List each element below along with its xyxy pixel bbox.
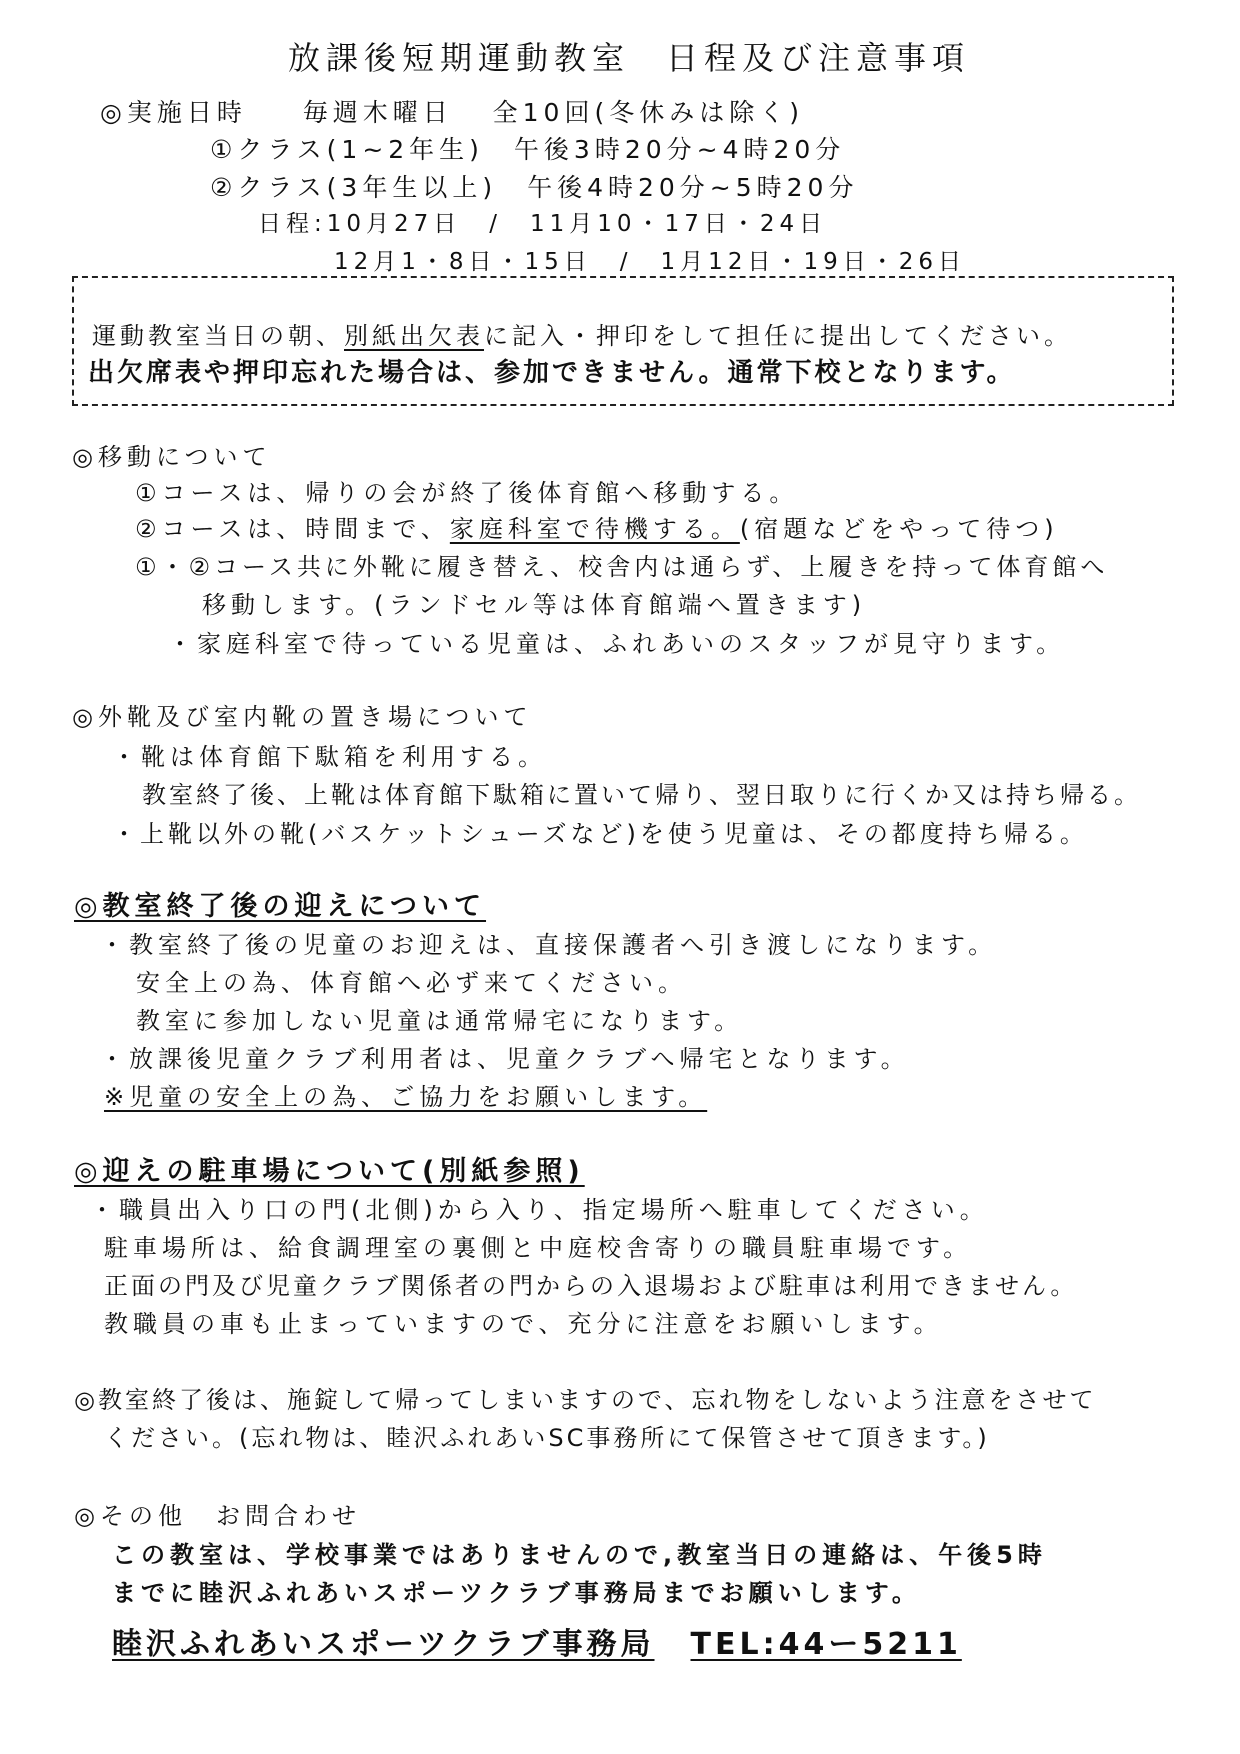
contact-footer (112, 1627, 962, 1662)
contact-text: までに睦沢ふれあいスポーツクラブ事務局までお願いします。 (112, 1579, 921, 1607)
pickup-item: 安全上の為、体育館へ必ず来てください。 (136, 969, 687, 997)
shoes-item: ・上靴以外の靴(バスケットシューズなど)を使う児童は、その都度持ち帰る。 (112, 820, 1088, 848)
shoes-item: ・靴は体育館下駄箱を利用する。 (112, 743, 547, 771)
contact-text: この教室は、学校事業ではありませんので,教室当日の連絡は、午後5時 (112, 1541, 1047, 1569)
lost-items-line: ください。(忘れ物は、睦沢ふれあいSC事務所にて保管させて頂きます。) (104, 1424, 990, 1452)
pickup-item: ・放課後児童クラブ利用者は、児童クラブへ帰宅となります。 (100, 1045, 910, 1073)
movement-item: ①・②コース共に外靴に履き替え、校舎内は通らず、上履きを持って体育館へ (135, 553, 1109, 581)
class2-time: ②クラス(3年生以上) 午後4時20分~5時20分 (210, 173, 859, 202)
pickup-item: 教室に参加しない児童は通常帰宅になります。 (136, 1007, 744, 1035)
shoes-heading: ◎外靴及び室内靴の置き場について (72, 703, 533, 731)
title-main: 放課後短期運動教室 (288, 39, 631, 77)
movement-text: (宿題などをやって待つ) (739, 515, 1059, 543)
parking-heading: ◎迎えの駐車場について(別紙参照) (74, 1156, 585, 1187)
contact-phone: TEL:44ー5211 (690, 1627, 962, 1662)
schedule-dates-1: 日程:10月27日 / 11月10・17日・24日 (258, 211, 828, 237)
pickup-heading: ◎教室終了後の迎えについて (74, 891, 487, 922)
schedule-label: ◎実施日時 (100, 98, 247, 127)
movement-item: ・家庭科室で待っている児童は、ふれあいのスタッフが見守ります。 (168, 630, 1066, 658)
notice-box (72, 276, 1174, 406)
notice-line-2: 出欠席表や押印忘れた場合は、参加できません。通常下校となります。 (88, 358, 1016, 388)
movement-item (135, 517, 1059, 541)
movement-text: ②コースは、時間まで、 (135, 515, 450, 543)
schedule-count: 全10回(冬休みは除く) (492, 98, 804, 127)
schedule-line (100, 100, 804, 125)
schedule-frequency: 毎週木曜日 (302, 98, 453, 127)
parking-item: 正面の門及び児童クラブ関係者の門からの入退場および駐車は利用できません。 (104, 1272, 1078, 1300)
movement-item: ①コースは、帰りの会が終了後体育館へ移動する。 (135, 479, 799, 507)
attendance-sheet-reference: 別紙出欠表 (344, 322, 484, 350)
notice-text: に記入・押印をして担任に提出してください。 (484, 322, 1072, 350)
parking-item: ・職員出入り口の門(北側)から入り、指定場所へ駐車してください。 (90, 1196, 989, 1224)
pickup-note: ※児童の安全上の為、ご協力をお願いします。 (104, 1083, 708, 1111)
page-title (288, 39, 971, 77)
movement-heading: ◎移動について (72, 443, 272, 471)
wait-location: 家庭科室で待機する。 (449, 515, 740, 543)
pickup-item: ・教室終了後の児童のお迎えは、直接保護者へ引き渡しになります。 (100, 931, 998, 959)
notice-line-1 (92, 316, 1072, 351)
parking-item: 駐車場所は、給食調理室の裏側と中庭校舎寄りの職員駐車場です。 (104, 1234, 973, 1262)
lost-items-line: ◎教室終了後は、施錠して帰ってしまいますので、忘れ物をしないよう注意をさせて (74, 1386, 1097, 1414)
contact-heading: ◎その他 お問合わせ (74, 1502, 361, 1530)
class1-time: ①クラス(1~2年生) 午後3時20分~4時20分 (210, 135, 846, 164)
movement-item: 移動します。(ランドセル等は体育館端へ置きます) (202, 591, 867, 619)
shoes-item: 教室終了後、上靴は体育館下駄箱に置いて帰り、翌日取りに行くか又は持ち帰る。 (142, 781, 1141, 809)
title-sub: 日程及び注意事項 (666, 39, 971, 77)
notice-text: 運動教室当日の朝、 (92, 322, 344, 350)
schedule-dates-2: 12月1・8日・15日 / 1月12日・19日・26日 (334, 249, 966, 275)
contact-organization: 睦沢ふれあいスポーツクラブ事務局 (112, 1627, 655, 1662)
parking-item: 教職員の車も止まっていますので、充分に注意をお願いします。 (104, 1310, 943, 1338)
